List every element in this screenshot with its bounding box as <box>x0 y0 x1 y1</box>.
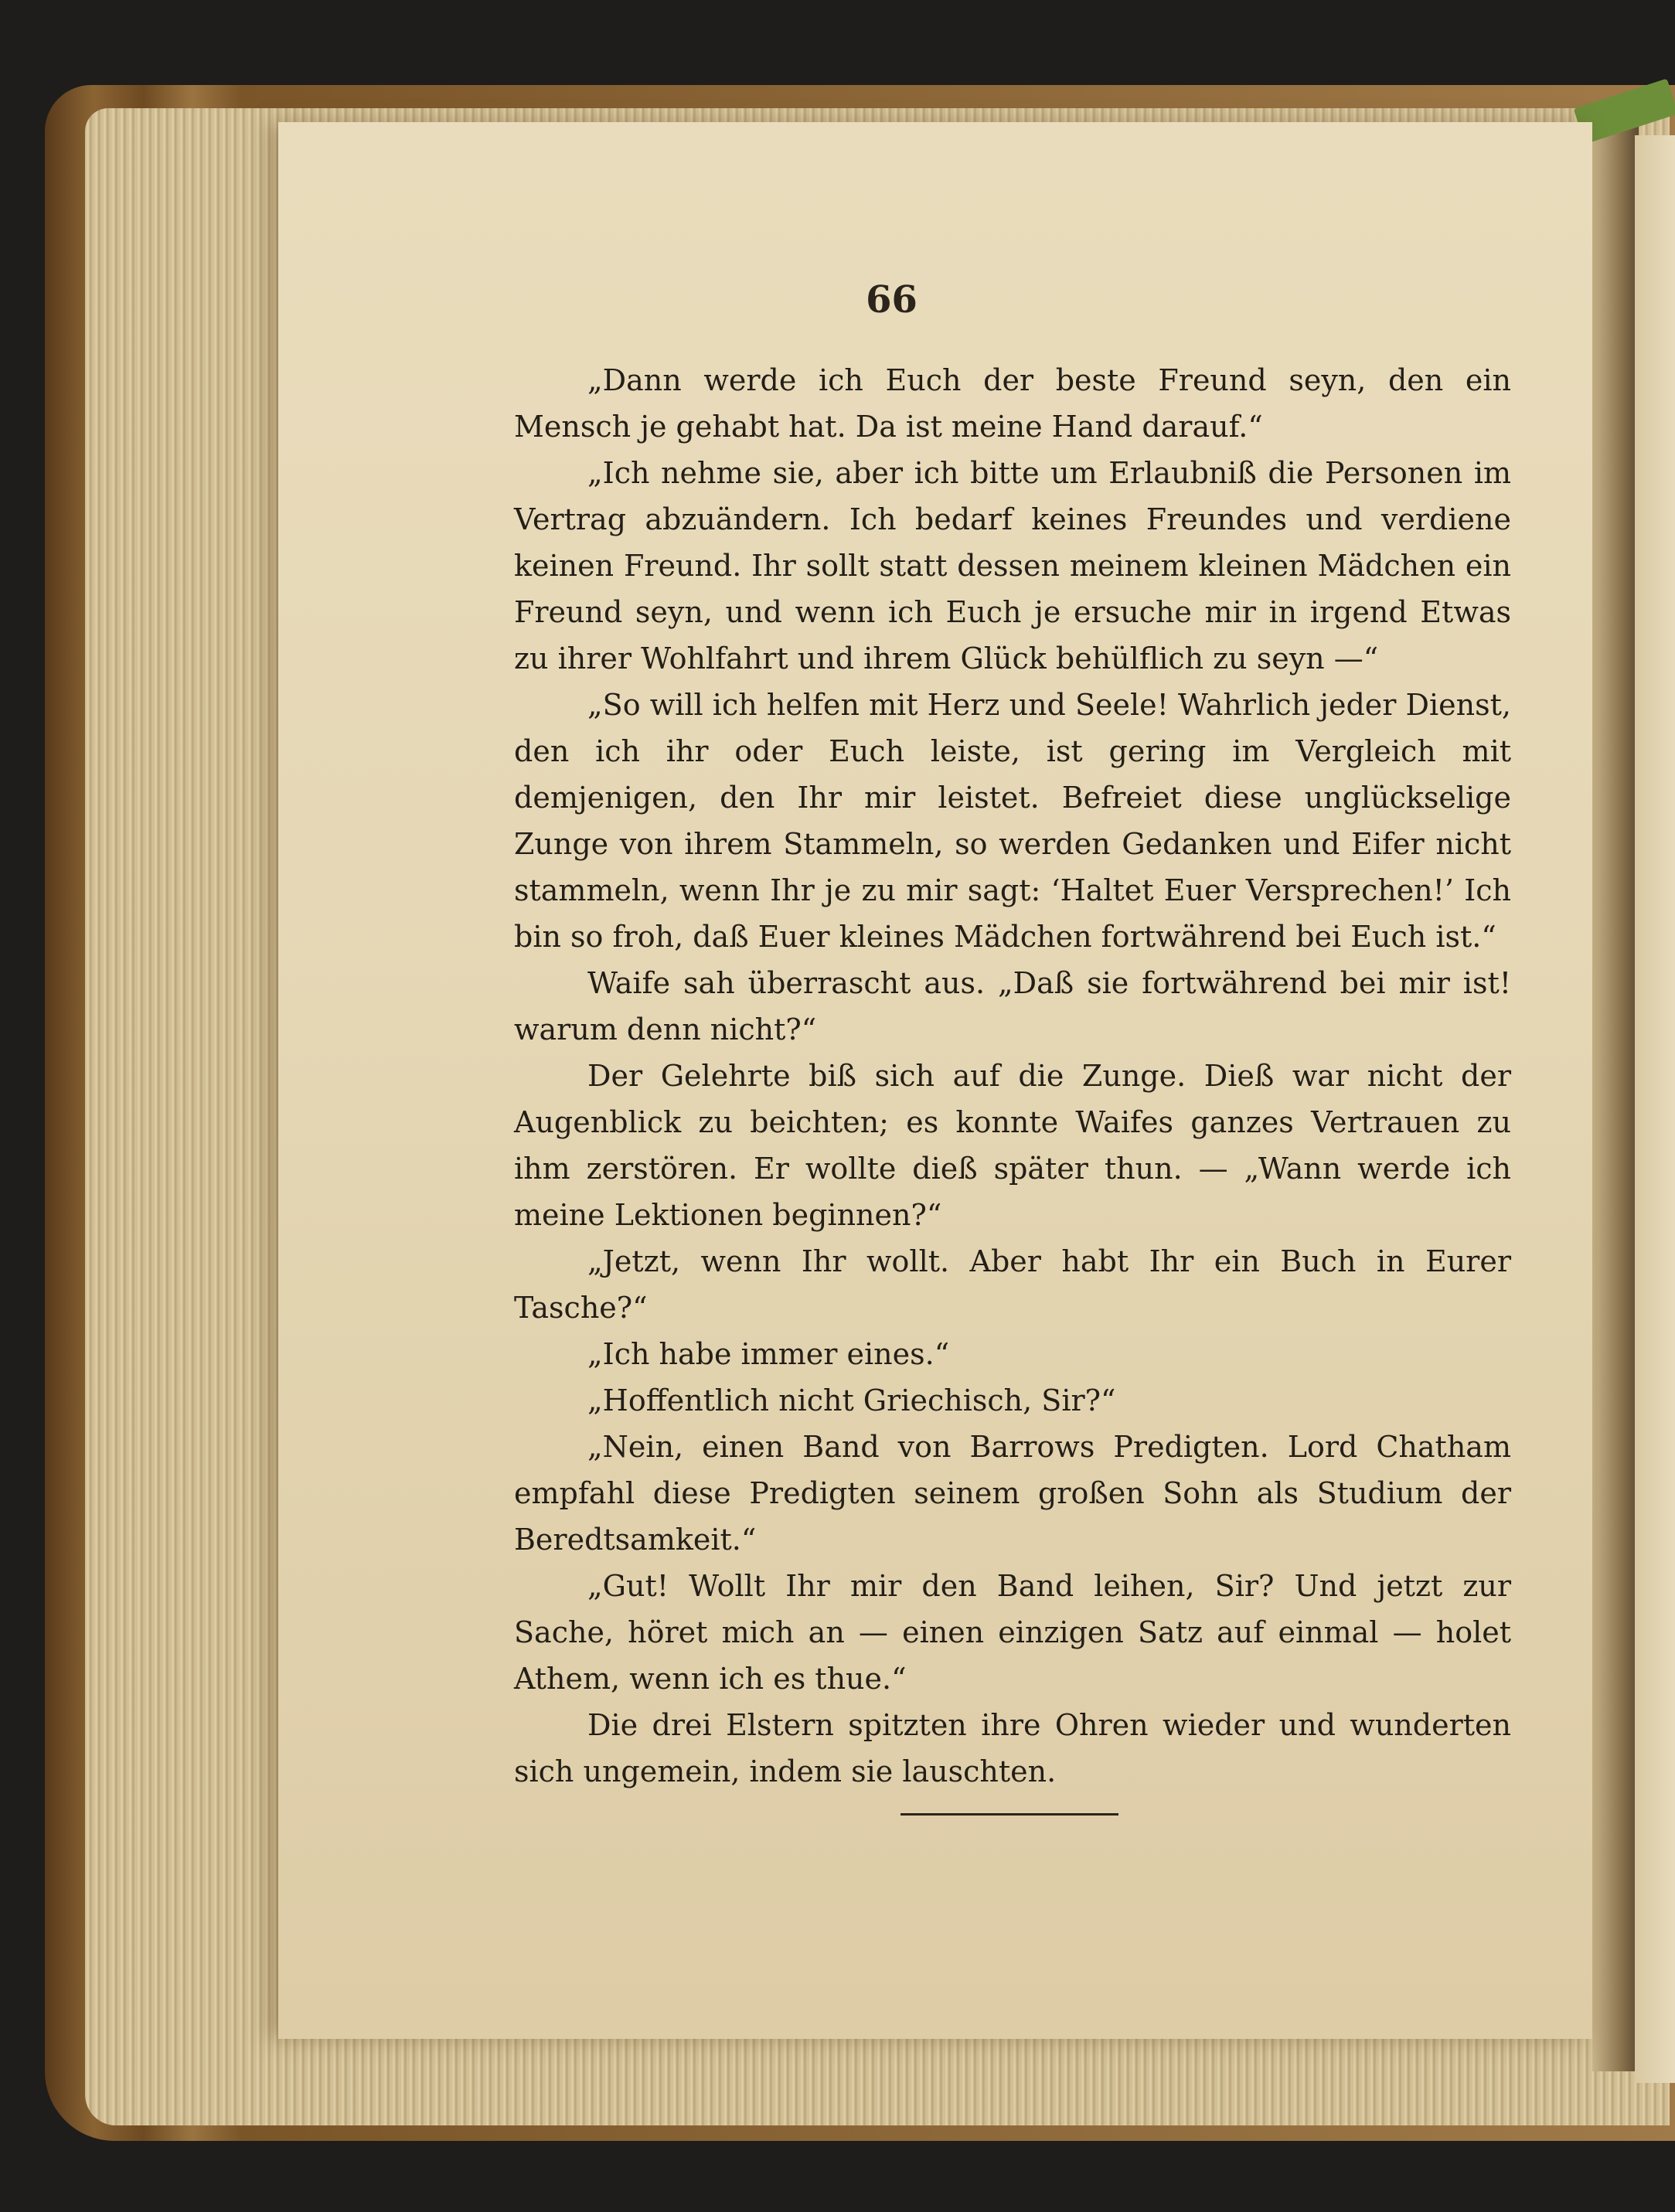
book-gutter <box>1592 124 1639 2071</box>
paragraph: Die drei Elstern spitzten ihre Ohren wieder und wunderten sich ungemein, indem sie lauschten. <box>514 1708 1511 1788</box>
paragraph: Der Gelehrte biß sich auf die Zunge. Dieß war nicht der Augenblick zu beichten; es konnte Waifes ganzes Vertrauen zu ihm zerstören. Er wollte dieß später thun. — „Wann werde ich meine Lektionen beginnen?“ <box>514 1059 1511 1232</box>
paragraph: „Nein, einen Band von Barrows Predigten. Lord Chatham empfahl diese Predigten seinem großen Sohn als Studium der Beredtsamkeit.“ <box>514 1430 1511 1557</box>
paragraph: „Gut! Wollt Ihr mir den Band leihen, Sir? Und jetzt zur Sache, höret mich an — einen einzigen Satz auf einmal — holet Athem, wenn ich es thue.“ <box>514 1569 1511 1696</box>
facing-page <box>1635 135 1675 2083</box>
paragraph: „Ich nehme sie, aber ich bitte um Erlaubniß die Personen im Vertrag abzuändern. Ich bedarf keines Freundes und verdiene keinen Freund. Ihr sollt statt dessen meinem kleinen Mädchen ein Freund seyn, und wenn ich Euch je ersuche mir in irgend Etwas zu ihrer Wohlfahrt und ihrem Glück behülflich zu seyn —“ <box>514 456 1511 676</box>
section-rule <box>900 1813 1118 1816</box>
page-number: 66 <box>866 278 918 322</box>
paragraph: „Ich habe immer eines.“ <box>587 1337 950 1371</box>
paragraph: „Hoffentlich nicht Griechisch, Sir?“ <box>587 1383 1116 1417</box>
paragraph: „Dann werde ich Euch der beste Freund seyn, den ein Mensch je gehabt hat. Da ist meine Hand darauf.“ <box>514 363 1511 444</box>
paragraph: Waife sah überrascht aus. „Daß sie fortwährend bei mir ist! warum denn nicht?“ <box>514 966 1511 1046</box>
paragraph: „Jetzt, wenn Ihr wollt. Aber habt Ihr ein Buch in Eurer Tasche?“ <box>514 1244 1511 1325</box>
page-text <box>514 357 1511 1795</box>
paragraph: „So will ich helfen mit Herz und Seele! Wahrlich jeder Dienst, den ich ihr oder Euch leiste, ist gering im Vergleich mit demjenigen, den Ihr mir leistet. Befreiet diese unglückselige Zunge von ihrem Stammeln, so werden Gedanken und Eifer nicht stammeln, wenn Ihr je zu mir sagt: ‘Haltet Euer Versprechen!’ Ich bin so froh, daß Euer kleines Mädchen fortwährend bei Euch ist.“ <box>514 688 1511 954</box>
